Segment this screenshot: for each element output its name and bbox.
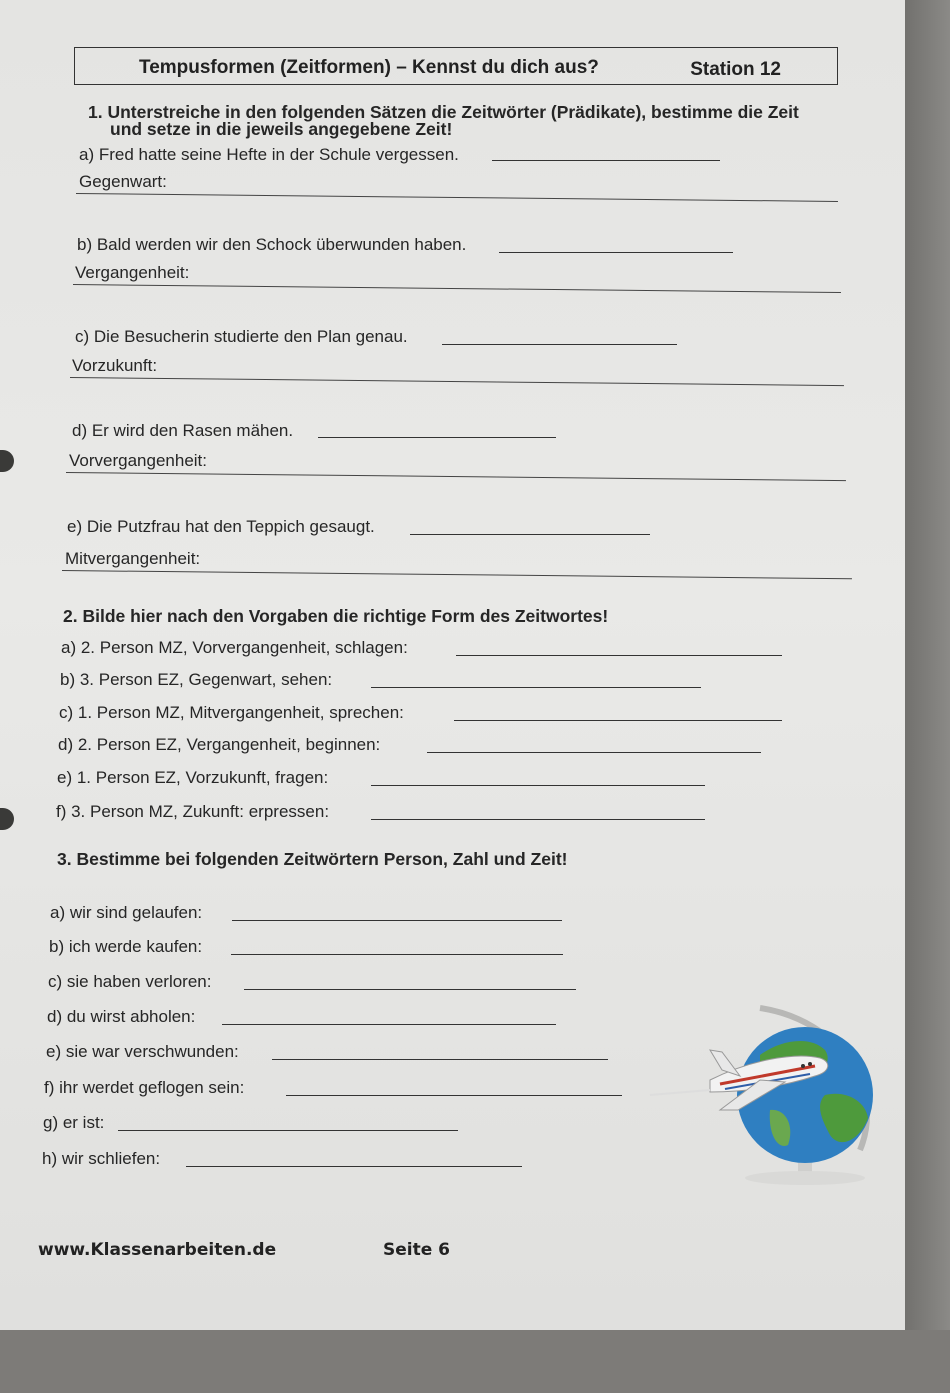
task3-item-c: c) sie haben verloren: xyxy=(48,972,212,991)
task1-answer-blank-a[interactable] xyxy=(492,160,720,161)
task1-answer-line-a[interactable] xyxy=(76,193,838,202)
task3-answer-blank-a[interactable] xyxy=(232,920,562,921)
task3-item-e: e) sie war verschwunden: xyxy=(46,1042,239,1061)
task1-sentence-d: d) Er wird den Rasen mähen. xyxy=(72,421,294,440)
task3-item-g: g) er ist: xyxy=(43,1113,105,1132)
task2-item-b: b) 3. Person EZ, Gegenwart, sehen: xyxy=(60,670,333,689)
task3-instruction: 3. Bestimme bei folgenden Zeitwörtern Person, Zahl und Zeit! xyxy=(57,849,568,869)
task3-answer-blank-c[interactable] xyxy=(244,989,576,990)
task3-answer-blank-b[interactable] xyxy=(231,954,563,955)
task2-instruction: 2. Bilde hier nach den Vorgaben die richtige Form des Zeitwortes! xyxy=(63,606,609,626)
task1-instruction-cont: und setze in die jeweils angegebene Zeit! xyxy=(110,119,453,139)
task3-item-f: f) ihr werdet geflogen sein: xyxy=(44,1078,245,1097)
task1-answer-line-e[interactable] xyxy=(62,570,852,579)
task2-answer-blank-e[interactable] xyxy=(371,785,705,786)
task2-item-f: f) 3. Person MZ, Zukunft: erpressen: xyxy=(56,802,330,821)
task1-answer-blank-b[interactable] xyxy=(499,252,733,253)
background-surface xyxy=(900,0,950,1393)
task2-item-e: e) 1. Person EZ, Vorzukunft, fragen: xyxy=(57,768,329,787)
task1-answer-blank-d[interactable] xyxy=(318,437,556,438)
task3-answer-blank-h[interactable] xyxy=(186,1166,522,1167)
task1-answer-line-d[interactable] xyxy=(66,472,846,481)
task2-item-c: c) 1. Person MZ, Mitvergangenheit, sprechen: xyxy=(59,703,404,722)
task2-answer-blank-d[interactable] xyxy=(427,752,761,753)
task1-instruction: 1. Unterstreiche in den folgenden Sätzen die Zeitwörter (Prädikate), bestimme die Zeit xyxy=(88,102,799,122)
task3-item-b: b) ich werde kaufen: xyxy=(49,937,203,956)
worksheet-header xyxy=(74,47,838,85)
punch-hole xyxy=(0,808,14,830)
task3-item-a: a) wir sind gelaufen: xyxy=(50,903,203,922)
task1-answer-blank-c[interactable] xyxy=(442,344,677,345)
task2-answer-blank-c[interactable] xyxy=(454,720,782,721)
task2-answer-blank-f[interactable] xyxy=(371,819,705,820)
task1-sentence-a: a) Fred hatte seine Hefte in der Schule vergessen. xyxy=(79,145,459,164)
task1-answer-line-c[interactable] xyxy=(70,377,844,386)
task2-answer-blank-b[interactable] xyxy=(371,687,701,688)
task1-tense-label-e: Mitvergangenheit: xyxy=(65,549,201,568)
task3-answer-blank-f[interactable] xyxy=(286,1095,622,1096)
footer-page-number: Seite 6 xyxy=(383,1240,451,1260)
task3-answer-blank-g[interactable] xyxy=(118,1130,458,1131)
table-surface xyxy=(0,1330,950,1393)
task1-sentence-c: c) Die Besucherin studierte den Plan genau. xyxy=(75,327,408,346)
task2-item-a: a) 2. Person MZ, Vorvergangenheit, schlagen: xyxy=(61,638,408,657)
task3-item-d: d) du wirst abholen: xyxy=(47,1007,196,1026)
task1-answer-blank-e[interactable] xyxy=(410,534,650,535)
globe-airplane-illustration xyxy=(610,1000,900,1200)
task1-sentence-b: b) Bald werden wir den Schock überwunden haben. xyxy=(77,235,467,254)
task1-tense-label-c: Vorzukunft: xyxy=(72,356,158,375)
station-label: Station 12 xyxy=(690,59,781,80)
task3-answer-blank-d[interactable] xyxy=(222,1024,556,1025)
task1-tense-label-b: Vergangenheit: xyxy=(75,263,190,282)
task1-sentence-e: e) Die Putzfrau hat den Teppich gesaugt. xyxy=(67,517,375,536)
punch-hole xyxy=(0,450,14,472)
footer-website: www.Klassenarbeiten.de xyxy=(38,1240,277,1260)
task1-answer-line-b[interactable] xyxy=(73,284,841,293)
task2-answer-blank-a[interactable] xyxy=(456,655,782,656)
task3-item-h: h) wir schliefen: xyxy=(42,1149,161,1168)
task1-tense-label-a: Gegenwart: xyxy=(79,172,167,191)
task1-tense-label-d: Vorvergangenheit: xyxy=(69,451,207,470)
task3-answer-blank-e[interactable] xyxy=(272,1059,608,1060)
worksheet-title: Tempusformen (Zeitformen) – Kennst du dich aus? xyxy=(139,57,599,78)
task2-item-d: d) 2. Person EZ, Vergangenheit, beginnen: xyxy=(58,735,381,754)
